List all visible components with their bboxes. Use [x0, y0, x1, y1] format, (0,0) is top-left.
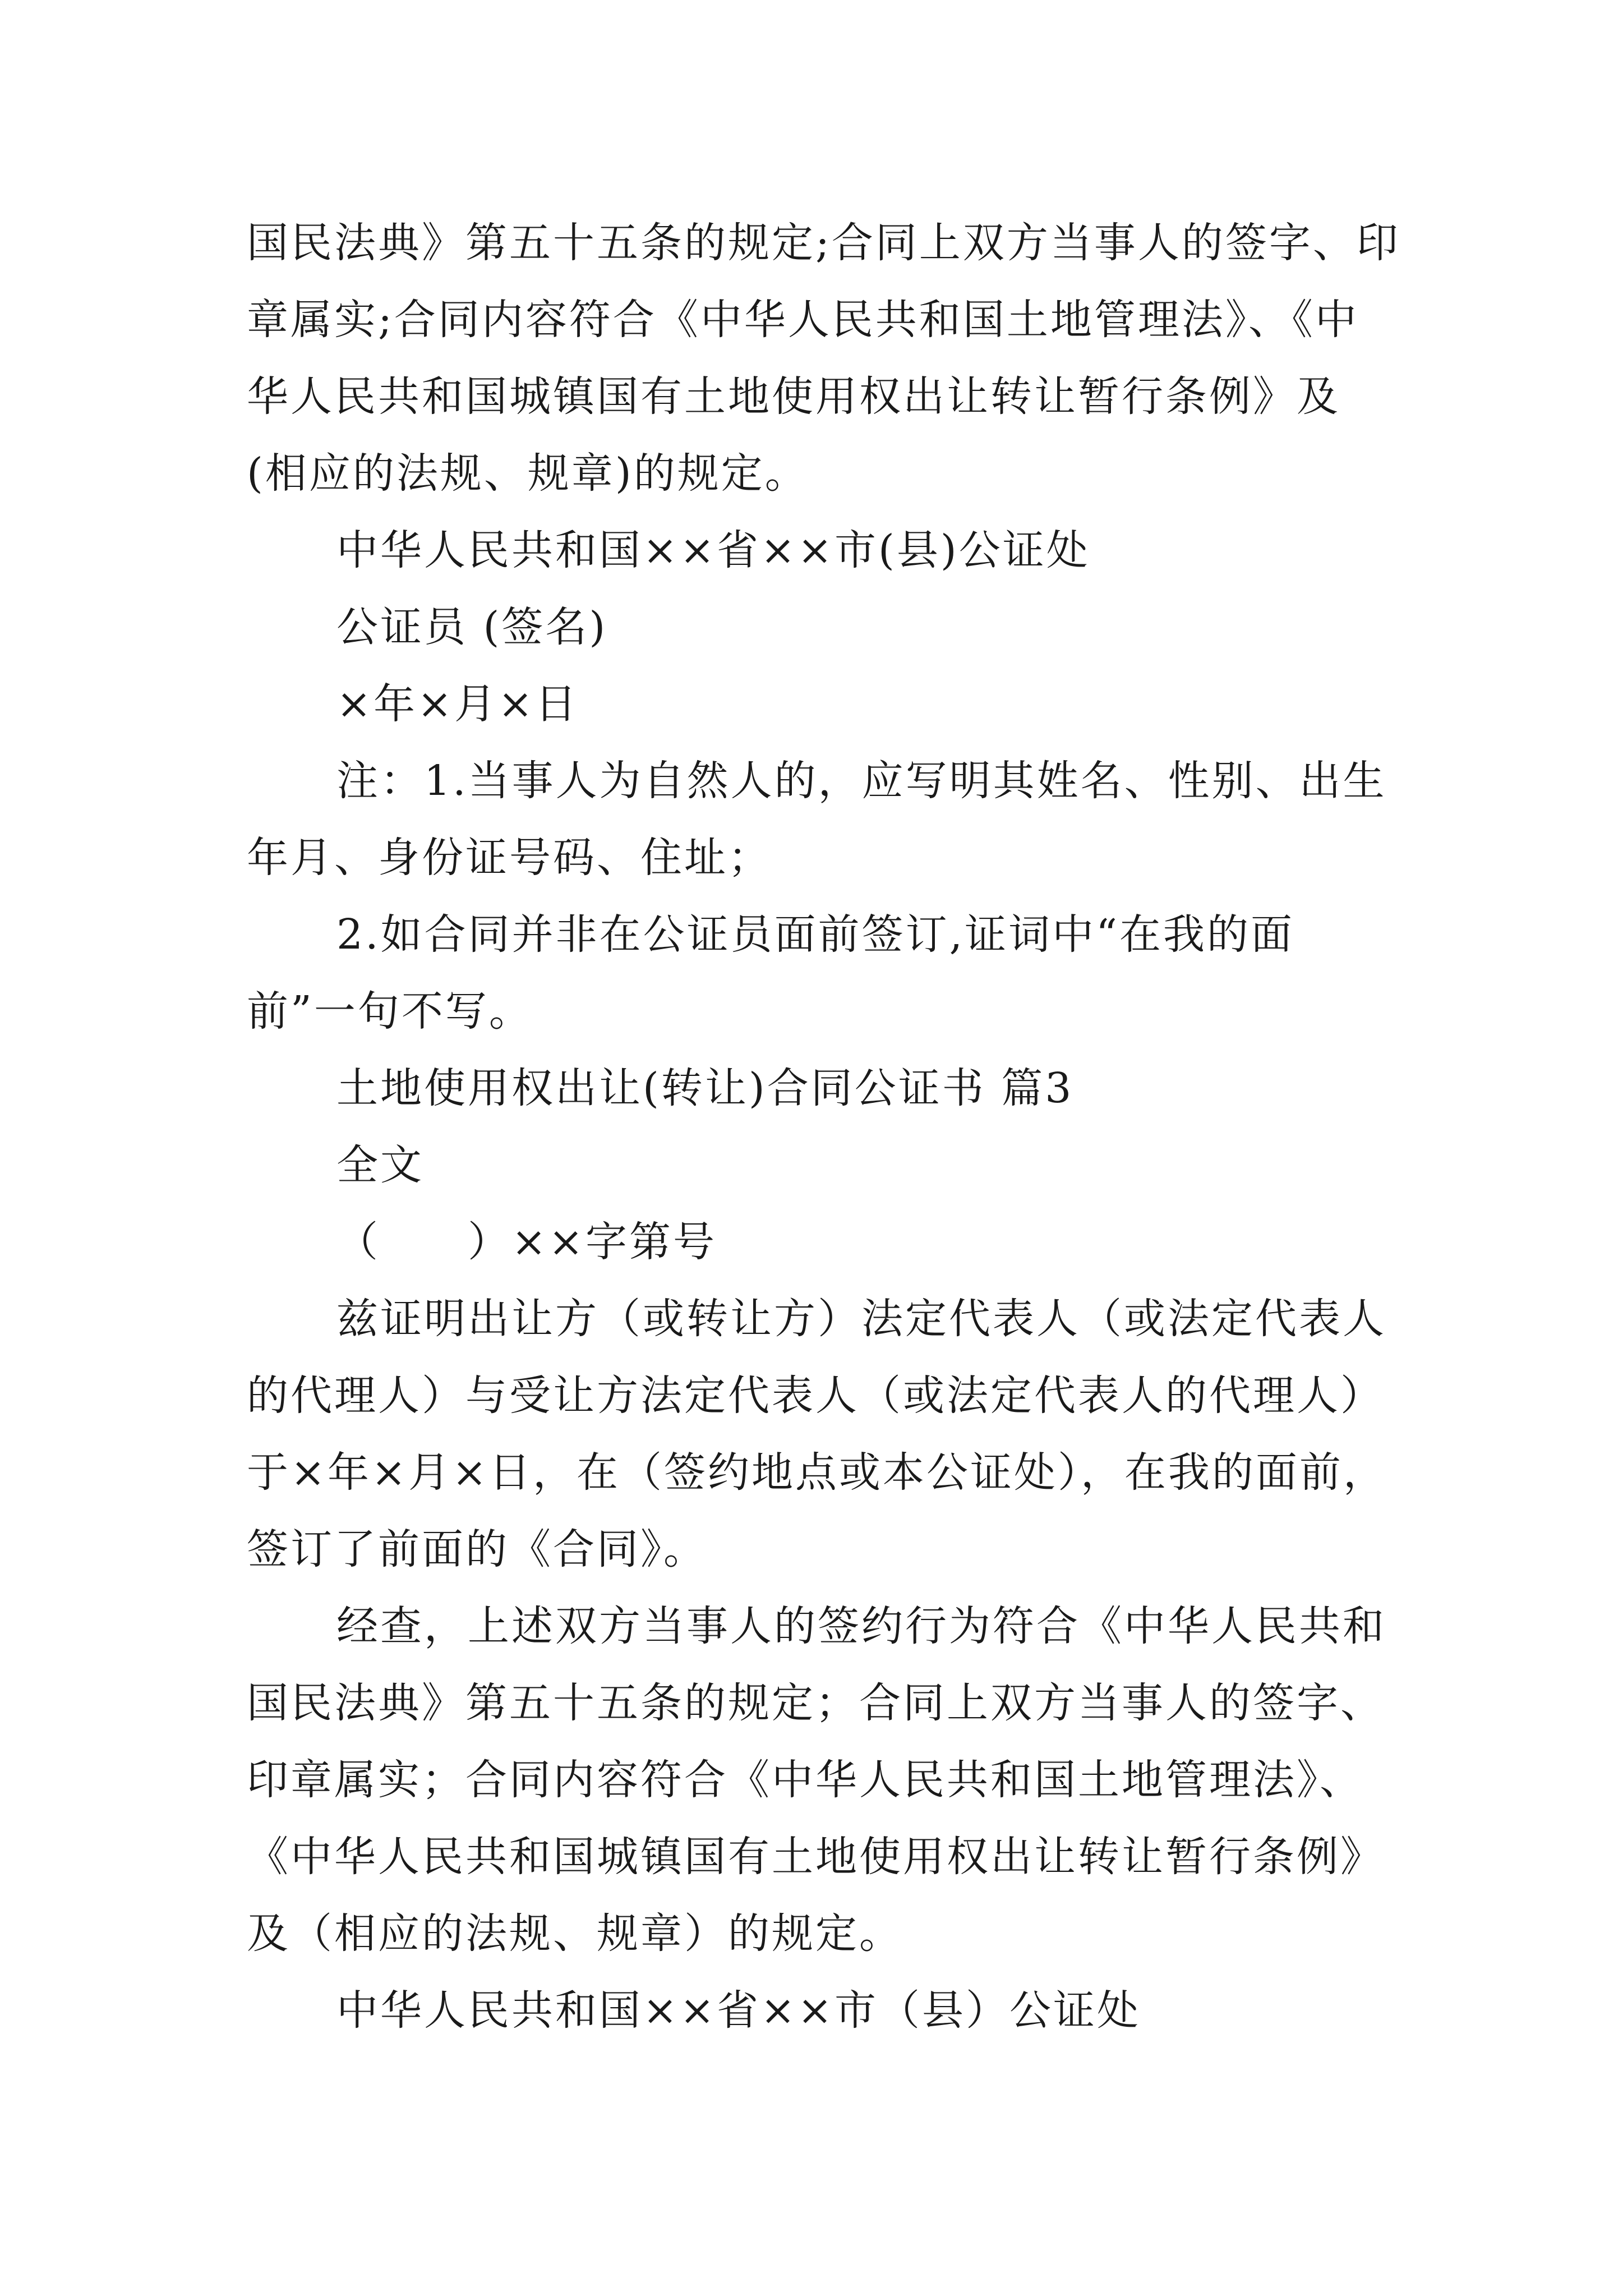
note-2: 2.如合同并非在公证员面前签订,证词中“在我的面前”一句不写。	[247, 910, 1294, 1036]
document-body	[247, 205, 1402, 2049]
notary-office-line-2: 中华人民共和国××省××市（县）公证处	[336, 1986, 1141, 2035]
paragraph-1: 国民法典》第五十五条的规定;合同上双方当事人的签字、印章属实;合同内容符合《中华人民共和国土地管理法》、《中华人民共和国城镇国有土地使用权出让转让暂行条例》及(相应的法规、规章)的规定。	[247, 219, 1400, 498]
note-1: 注：1.当事人为自然人的，应写明其姓名、性别、出生年月、身份证号码、住址；	[247, 757, 1387, 882]
certification-paragraph: 兹证明出让方（或转让方）法定代表人（或法定代表人的代理人）与受让方法定代表人（或法定代表人的代理人）于×年×月×日，在（签约地点或本公证处），在我的面前，签订了前面的《合同》。	[247, 1295, 1387, 1573]
document-number: （ ）××字第号	[336, 1218, 717, 1266]
verification-paragraph: 经查，上述双方当事人的签约行为符合《中华人民共和国民法典》第五十五条的规定；合同上双方当事人的签字、印章属实；合同内容符合《中华人民共和国土地管理法》、《中华人民共和国城镇国有土地使用权出让转让暂行条例》及（相应的法规、规章）的规定。	[247, 1602, 1386, 1958]
section-title: 土地使用权出让(转让)合同公证书 篇3	[336, 1064, 1074, 1112]
date-line: ×年×月×日	[336, 680, 579, 728]
notary-office-line: 中华人民共和国××省××市(县)公证处	[336, 526, 1090, 574]
notary-signature-line: 公证员 (签名)	[336, 603, 608, 651]
full-text-label: 全文	[336, 1141, 424, 1189]
